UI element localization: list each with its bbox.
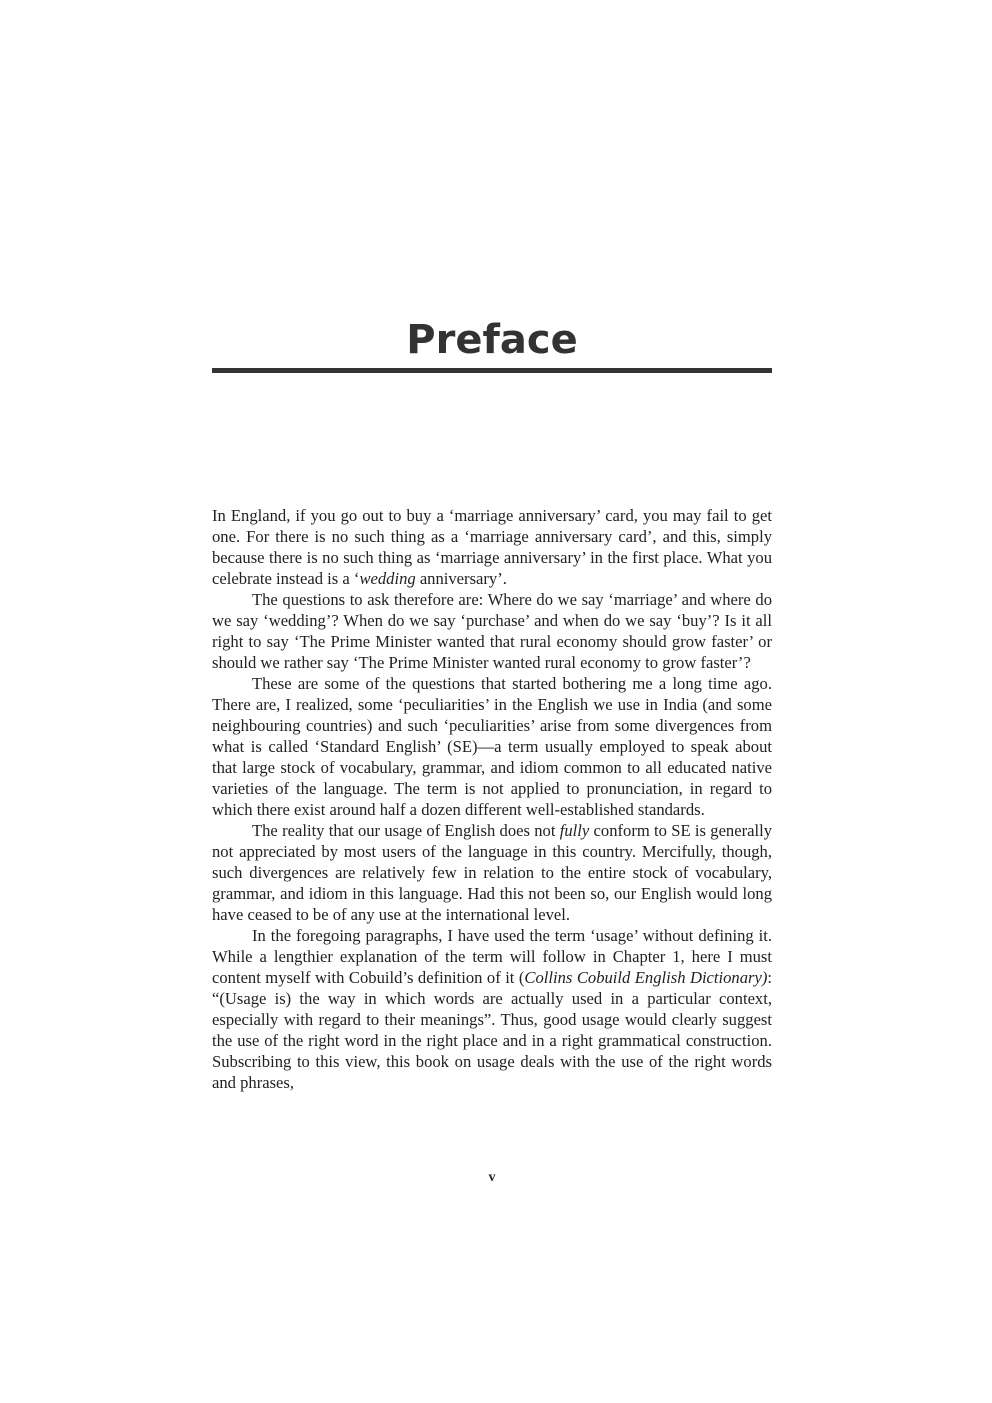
paragraph <box>212 673 772 820</box>
body-text <box>212 505 772 1093</box>
page-number: v <box>488 1170 496 1185</box>
title-rule <box>212 368 772 373</box>
text-run: In England, if you go out to buy a ‘marriage anniversary’ card, you may fail to get one. For there is no such thing as a ‘marriage anniversary card’, and this, simply because there is no such thing as ‘marriage anniversary’ in the first place. What you celebrate instead is a ‘ <box>212 506 772 588</box>
title-block <box>212 312 772 368</box>
italic-text: fully <box>559 821 590 840</box>
italic-text: wedding <box>359 569 416 588</box>
paragraph <box>212 589 772 673</box>
paragraph <box>212 925 772 1093</box>
text-run: These are some of the questions that started bothering me a long time ago. There are, I realized, some ‘peculiarities’ in the English we use in India (and some neighbouring countries) and such ‘peculiarities’ arise from some divergences from what is called ‘Standard English’ (SE)—a term usually employed to speak about that large stock of vocabulary, grammar, and idiom common to all educated native varieties of the language. The term is not applied to pronunciation, in regard to which there exist around half a dozen different well-established standards. <box>212 674 772 819</box>
paragraph <box>212 820 772 925</box>
text-run: : “(Usage is) the way in which words are actually used in a particular context, especially with regard to their meanings”. Thus, good usage would clearly suggest the use of the right word in the right place and in a right grammatical construction. Subscribing to this view, this book on usage deals with the use of the right words and phrases, <box>212 968 772 1092</box>
paragraph <box>212 505 772 589</box>
page-title: Preface <box>406 317 578 363</box>
text-run: In the foregoing paragraphs, I have used the term ‘usage’ without defining it. While a lengthier explanation of the term will follow in Chapter 1, here I must content myself with Cobuild’s definition of it ( <box>212 926 772 987</box>
text-run: The questions to ask therefore are: Where do we say ‘marriage’ and where do we say ‘wedding’? When do we say ‘purchase’ and when do we say ‘buy’? Is it all right to say ‘The Prime Minister wanted that rural economy should grow faster’ or should we rather say ‘The Prime Minister wanted rural economy to grow faster’? <box>212 590 772 672</box>
text-run: conform to SE is generally not appreciated by most users of the language in this country. Mercifully, though, such divergences are relatively few in relation to the entire stock of vocabulary, grammar, and idiom in this language. Had this not been so, our English would long have ceased to be of any use at the international level. <box>212 821 772 924</box>
italic-text: Collins Cobuild English Dictionary) <box>524 968 768 987</box>
text-run: The reality that our usage of English does not <box>252 821 560 840</box>
text-run: anniversary’. <box>415 569 507 588</box>
